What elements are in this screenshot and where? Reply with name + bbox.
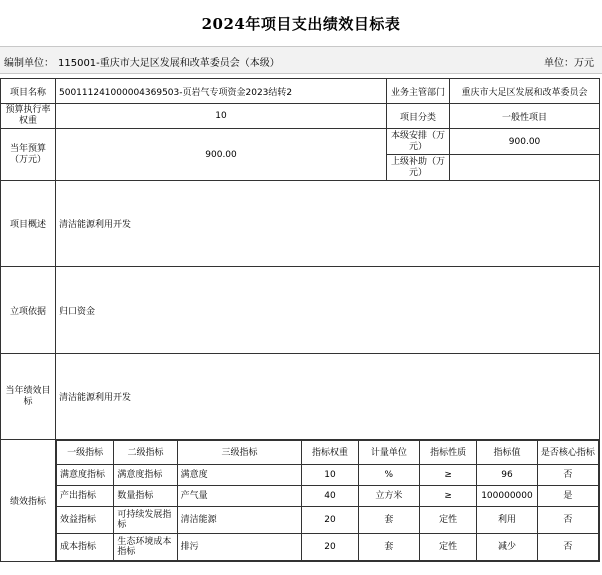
level3-cell: 满意度: [177, 465, 302, 486]
value-cell: 96: [477, 465, 537, 486]
nature-cell: 定性: [419, 534, 476, 561]
basis-label: 立项依据: [1, 267, 56, 354]
nature-cell: ≥: [419, 465, 476, 486]
category-label: 项目分类: [387, 104, 450, 128]
core-cell: 否: [537, 465, 598, 486]
weight-value: 10: [56, 104, 387, 129]
header-cell: 指标性质: [419, 441, 476, 465]
unit-label: 单位：万元: [544, 58, 594, 69]
nature-cell: ≥: [419, 486, 476, 507]
weight-cell: 10: [302, 465, 358, 486]
weight-cell: 40: [302, 486, 358, 507]
category-value: 一般性项目: [502, 112, 548, 123]
unit-cell: 套: [358, 534, 419, 561]
header-cell: 指标权重: [302, 441, 358, 465]
level-label: 本级安排（万元）: [387, 129, 450, 154]
indicators-cell: [56, 440, 600, 562]
upper-cell: [387, 155, 600, 181]
level2-cell: 满意度指标: [114, 465, 177, 486]
overview-label: 项目概述: [1, 181, 56, 267]
indicators-header-row: [57, 441, 599, 465]
org-value: 115001-重庆市大足区发展和改革委员会（本级）: [58, 58, 280, 69]
core-cell: 否: [537, 507, 598, 534]
budget-value: 900.00: [56, 129, 387, 181]
value-cell: 减少: [477, 534, 537, 561]
weight-label: 预算执行率权重: [1, 104, 56, 129]
value-cell: 100000000: [477, 486, 537, 507]
header-cell: 指标值: [477, 441, 537, 465]
core-cell: 否: [537, 534, 598, 561]
header-cell: 二级指标: [114, 441, 177, 465]
unit-cell: 立方米: [358, 486, 419, 507]
level1-cell: 满意度指标: [57, 465, 114, 486]
dept-label: 业务主管部门: [387, 79, 450, 103]
table-row: [57, 465, 599, 486]
nature-cell: 定性: [419, 507, 476, 534]
indicators-table: [56, 440, 599, 561]
dept-value: 重庆市大足区发展和改革委员会: [461, 87, 588, 98]
page-title: 2024年项目支出绩效目标表: [201, 14, 401, 33]
category-cell: [387, 104, 600, 129]
upper-value: [450, 155, 599, 180]
level2-cell: 生态环境成本指标: [114, 534, 177, 561]
level-cell: [387, 129, 600, 155]
goal-value: 清洁能源利用开发: [56, 354, 600, 440]
level3-cell: 排污: [177, 534, 302, 561]
level1-cell: 成本指标: [57, 534, 114, 561]
value-cell: 利用: [477, 507, 537, 534]
level1-cell: 产出指标: [57, 486, 114, 507]
goal-label: 当年绩效目标: [1, 354, 56, 440]
level2-cell: 可持续发展指标: [114, 507, 177, 534]
org-label: 编制单位：: [4, 58, 54, 69]
unit-row: [0, 46, 602, 74]
header-cell: 一级指标: [57, 441, 114, 465]
dept-cell: [387, 79, 600, 104]
header-cell: 三级指标: [177, 441, 302, 465]
project-name-value: 500111241000004369503-页岩气专项资金2023结转2: [56, 79, 387, 104]
table-row: [57, 534, 599, 561]
unit-cell: %: [358, 465, 419, 486]
table-row: [57, 486, 599, 507]
level3-cell: 产气量: [177, 486, 302, 507]
table-row: [57, 507, 599, 534]
header-cell: 计量单位: [358, 441, 419, 465]
weight-cell: 20: [302, 534, 358, 561]
project-name-label: 项目名称: [1, 79, 56, 104]
level3-cell: 清洁能源: [177, 507, 302, 534]
basis-value: 归口资金: [56, 267, 600, 354]
overview-value: 清洁能源利用开发: [56, 181, 600, 267]
weight-cell: 20: [302, 507, 358, 534]
level1-cell: 效益指标: [57, 507, 114, 534]
upper-label: 上级补助（万元）: [387, 155, 450, 180]
level-value: 900.00: [508, 136, 541, 147]
level2-cell: 数量指标: [114, 486, 177, 507]
budget-label: 当年预算（万元）: [1, 129, 56, 181]
indicators-label: 绩效指标: [1, 440, 56, 562]
header-cell: 是否核心指标: [537, 441, 598, 465]
performance-table: [0, 78, 600, 562]
core-cell: 是: [537, 486, 598, 507]
unit-cell: 套: [358, 507, 419, 534]
